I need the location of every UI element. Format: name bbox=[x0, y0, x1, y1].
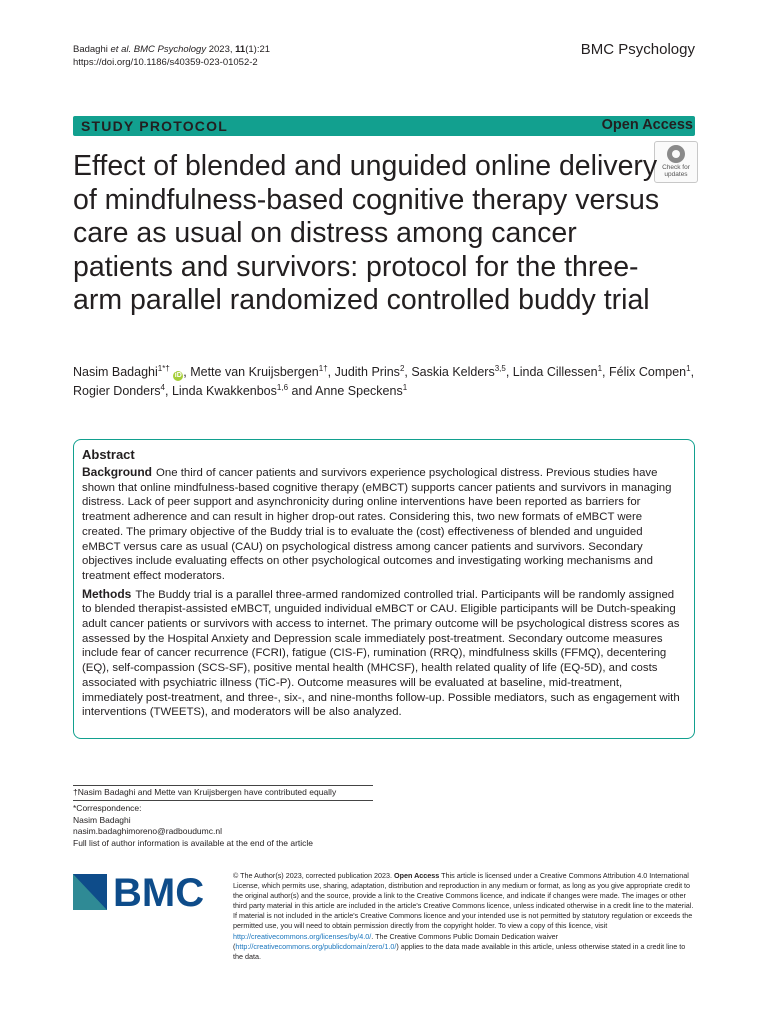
bmc-logo bbox=[73, 872, 221, 912]
abstract-box bbox=[73, 439, 695, 739]
article-title: Effect of blended and unguided online delivery of mindfulness-based cognitive therapy versus care as usual on distress among cancer patients and survivors: protocol for the three-arm parallel randomized controlled buddy trial bbox=[73, 150, 660, 316]
background-label: Background bbox=[82, 465, 153, 479]
author-affiliation: 1 bbox=[402, 382, 408, 392]
check-updates-line2: updates bbox=[664, 171, 688, 178]
logo-text: BMC bbox=[113, 872, 205, 912]
author-affiliation: 1*† bbox=[157, 363, 170, 373]
citation-issue: (1):21 bbox=[245, 44, 271, 55]
license-body3: ) applies to the data made available in this article, unless otherwise stated in a credit line to the data. bbox=[233, 941, 686, 961]
author-name: Nasim Badaghi bbox=[73, 365, 158, 379]
author-affiliation: 1 bbox=[686, 363, 691, 373]
abstract-heading: Abstract bbox=[82, 447, 135, 462]
author-affiliation: 1† bbox=[318, 363, 328, 373]
citation-journal: et al. BMC Psychology bbox=[110, 44, 207, 55]
author-affiliation: 1 bbox=[597, 363, 603, 373]
license-statement bbox=[233, 871, 697, 962]
author-affiliation: 4 bbox=[160, 382, 165, 392]
author-affiliation: 2 bbox=[399, 363, 405, 373]
license-body2: . The Creative Commons Public Domain Dedication waiver ( bbox=[233, 931, 559, 951]
correspondence-name: Nasim Badaghi bbox=[73, 814, 131, 825]
license-oa: Open Access bbox=[394, 871, 440, 880]
author-name: Linda Kwakkenbos bbox=[171, 384, 277, 398]
author-affiliation: 3,5 bbox=[494, 363, 506, 373]
citation-header bbox=[73, 43, 270, 69]
author-name: Rogier Donders bbox=[73, 384, 161, 398]
correspondence-label: *Correspondence: bbox=[73, 803, 142, 813]
doi-link[interactable]: https://doi.org/10.1186/s40359-023-01052-2 bbox=[73, 57, 258, 68]
contribution-footnote: †Nasim Badaghi and Mette van Kruijsbergen have contributed equally bbox=[73, 787, 337, 797]
journal-name: BMC Psychology bbox=[580, 41, 695, 58]
license-link-cc0[interactable]: http://creativecommons.org/publicdomain/zero/1.0/ bbox=[235, 941, 397, 951]
methods-text: The Buddy trial is a parallel three-armed randomized controlled trial. Participants will be randomly assigned to blended therapist-assisted eMBCT, unguided individual eMBCT or CAU. Eligible participants will be Dutch-speaking adult cancer patients or survivors with access to internet. The primary outcome will be psychological distress scores as assessed by the Hospital Anxiety and Depression scale immediately post-treatment. Secondary outcome measures include fear of cancer recurrence (FCRI), fatigue (CIS-F), rumination (RRQ), mindfulness skills (FFMQ), decentering (EQ), self-compassion (SCS-SF), positive mental health (MHCSF), health related quality of life (EQ-5D), and costs associated with psychiatric illness (TiC-P). Outcome measures will be evaluated at baseline, mid-treatment, immediately post-treatment, and three-, six-, and nine-months follow-up. Possible mediators, such as engagement with interventions (TWEETS), and moderators will be also analyzed. bbox=[82, 588, 680, 719]
abstract-background bbox=[82, 465, 684, 584]
article-type-label: STUDY PROTOCOL bbox=[81, 118, 228, 134]
author-name: Linda Cillessen bbox=[512, 365, 598, 379]
license-prefix: © The Author(s) 2023, corrected publication 2023. bbox=[233, 871, 394, 880]
author-name: Saskia Kelders bbox=[411, 365, 495, 379]
citation-year: 2023, bbox=[206, 44, 236, 55]
affiliation-note: Full list of author information is available at the end of the article bbox=[73, 837, 314, 848]
correspondence-block bbox=[73, 803, 313, 849]
author-list: Nasim Badaghi$^{1*\dagger}$ iD , Mette van Kruijsbergen$^{1\dagger}$, Judith Prins$^2$, Saskia Kelders$^{3,5}$, Linda Cillessen$^1$, Félix Compen$^1$, Rogier Donders$^4$, Linda Kwakkenbos$^{1,6}$ and Anne Speckens$^1$ bbox=[73, 363, 695, 398]
author-name: Mette van Kruijsbergen bbox=[190, 365, 319, 379]
methods-label: Methods bbox=[82, 586, 132, 601]
citation-volume: 11 bbox=[235, 44, 246, 55]
author-name: Judith Prins bbox=[334, 365, 400, 379]
footnote-divider bbox=[73, 800, 373, 801]
author-affiliation: 1,6 bbox=[276, 382, 289, 392]
correspondence-email[interactable]: nasim.badaghimoreno@radboudumc.nl bbox=[73, 826, 222, 836]
author-name: Félix Compen bbox=[608, 365, 687, 379]
check-updates-line1: Check for bbox=[662, 164, 690, 171]
author-name: Anne Speckens bbox=[315, 384, 403, 398]
abstract-methods bbox=[82, 587, 684, 720]
footnote-divider bbox=[73, 785, 373, 786]
orcid-icon[interactable]: iD bbox=[174, 372, 182, 379]
citation-authors: Badaghi bbox=[73, 44, 111, 55]
open-access-label: Open Access bbox=[601, 117, 693, 133]
license-body1: This article is licensed under a Creative Commons Attribution 4.0 International License, which permits use, sharing, adaptation, distribution and reproduction in any medium or format, as long as you give appropriate credit to the original author(s) and the source, provide a link to the Creative Commons licence, and indicate if changes were made. The images or other third party material in this article are included in the article's Creative Commons licence, unless indicated otherwise in a credit line to the material. If material is not included in the article's Creative Commons licence and your intended use is not permitted by statutory regulation or exceeds the permitted use, you will need to obtain permission directly from the copyright holder. To view a copy of this licence, visit bbox=[233, 871, 694, 931]
background-text: One third of cancer patients and survivors experience psychological distress. Previous studies have shown that online mindfulness-based cognitive therapy (eMBCT) supports cancer patients and survivors in managing distress. Lack of peer support and asynchronicity during online interventions have been reported as barriers for treatment adherence and can result in higher drop-out rates. Considering this, two new formats of eMBCT were created. The primary objective of the Buddy trial is to evaluate the (cost) effectiveness of blended and unguided eMBCT versus care as usual (CAU) on psychological distress among cancer patients and survivors. Secondary objectives include evaluating effects on other psychological outcomes and investigating working mechanisms and treatment effect moderators. bbox=[82, 467, 672, 582]
license-link-cc-by[interactable]: http://creativecommons.org/licenses/by/4.0/ bbox=[233, 931, 372, 941]
